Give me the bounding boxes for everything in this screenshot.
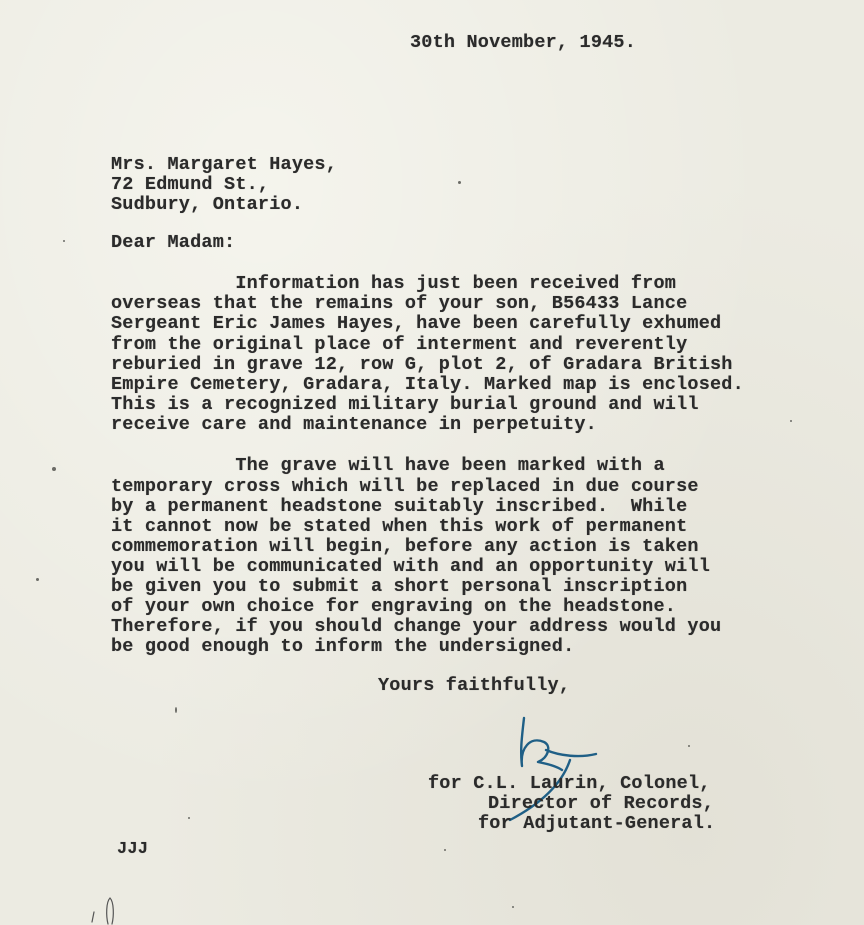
paper-speck (63, 240, 65, 242)
paragraph-line: from the original place of interment and reverently (111, 334, 688, 355)
paragraph-line: The grave will have been marked with a (111, 455, 665, 476)
paper-speck (188, 817, 190, 819)
paper-speck (688, 745, 690, 747)
pencil-mark (90, 892, 130, 925)
paper-speck (36, 578, 39, 581)
paragraph-line: it cannot now be stated when this work of permanent (111, 516, 688, 537)
signature-line-office: for Adjutant-General. (478, 813, 716, 834)
typist-initials: JJJ (117, 840, 149, 859)
paper-speck (458, 181, 461, 184)
closing: Yours faithfully, (378, 675, 571, 696)
paragraph-line: be given you to submit a short personal inscription (111, 576, 688, 597)
recipient-city: Sudbury, Ontario. (111, 194, 304, 215)
paragraph-line: overseas that the remains of your son, B56433 Lance (111, 293, 688, 314)
paper-speck (444, 849, 446, 851)
paragraph-line: of your own choice for engraving on the headstone. (111, 596, 677, 617)
paragraph-line: Sergeant Eric James Hayes, have been carefully exhumed (111, 313, 722, 334)
paper-speck (790, 420, 792, 422)
paragraph-line: reburied in grave 12, row G, plot 2, of Gradara British (111, 354, 733, 375)
recipient-name: Mrs. Margaret Hayes, (111, 154, 338, 175)
letter-date: 30th November, 1945. (410, 32, 637, 53)
salutation: Dear Madam: (111, 232, 236, 253)
paragraph-line: receive care and maintenance in perpetuity. (111, 414, 597, 435)
paper-speck (52, 467, 56, 471)
paragraph-line: Information has just been received from (111, 273, 677, 294)
signature-line-title: Director of Records, (488, 793, 715, 814)
paragraph-line: by a permanent headstone suitably inscribed. While (111, 496, 688, 517)
paragraph-line: Empire Cemetery, Gradara, Italy. Marked map is enclosed. (111, 374, 744, 395)
paragraph-line: Therefore, if you should change your address would you (111, 616, 722, 637)
paragraph-line: This is a recognized military burial ground and will (111, 394, 699, 415)
signature-line-name: for C.L. Laurin, Colonel, (428, 773, 711, 794)
paragraph-line: you will be communicated with and an opportunity will (111, 556, 710, 577)
paragraph-line: temporary cross which will be replaced in due course (111, 476, 699, 497)
paper-speck (175, 707, 177, 713)
paper-speck (512, 906, 514, 908)
recipient-street: 72 Edmund St., (111, 174, 270, 195)
paragraph-line: commemoration will begin, before any action is taken (111, 536, 699, 557)
paragraph-line: be good enough to inform the undersigned. (111, 636, 575, 657)
